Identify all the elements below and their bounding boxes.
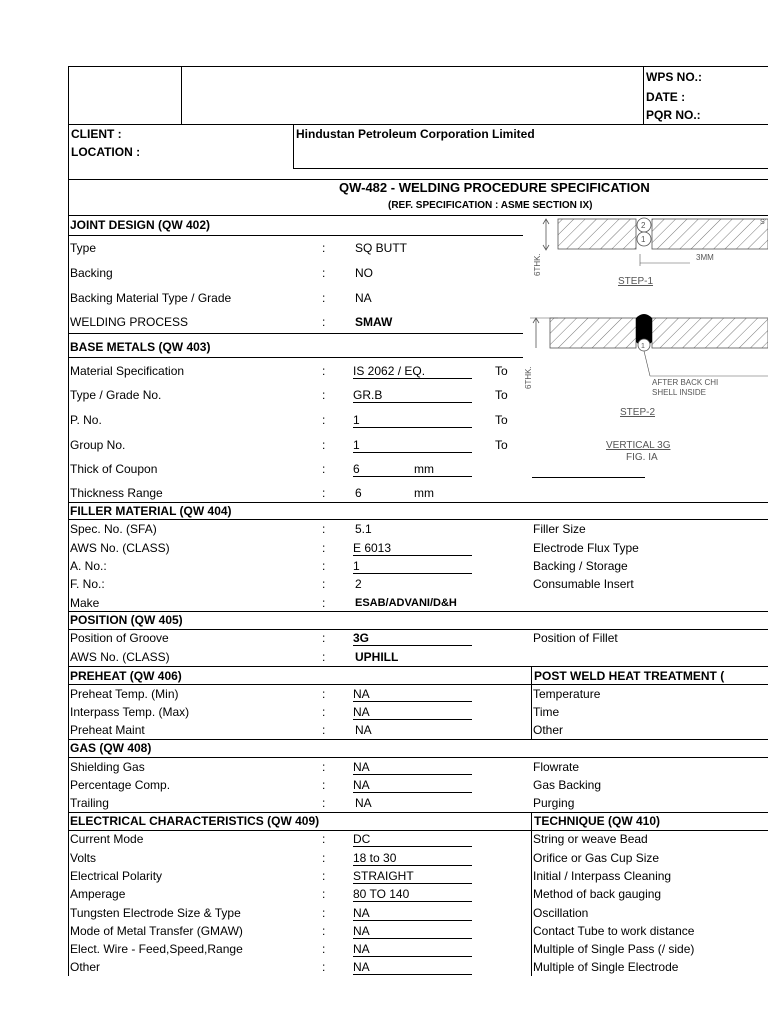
polarity-label: Electrical Polarity	[70, 869, 163, 883]
amperage-label: Amperage	[70, 887, 126, 901]
note-after-back-chip: AFTER BACK CHI	[652, 378, 719, 387]
string-weave-label: String or weave Bead	[533, 832, 648, 846]
other-value: NA	[353, 960, 472, 975]
wire-feed-value: NA	[353, 942, 472, 957]
date-label: DATE :	[646, 90, 686, 104]
technique-heading: TECHNIQUE (QW 410)	[534, 814, 661, 828]
spec-no-label: Spec. No. (SFA)	[70, 522, 157, 536]
separator: :	[322, 760, 326, 774]
separator: :	[322, 291, 326, 305]
separator: :	[322, 413, 326, 427]
pqr-no-label: PQR NO.:	[646, 108, 701, 122]
tungsten-value: NA	[353, 906, 472, 921]
progression-value: UPHILL	[355, 650, 399, 664]
position-groove-value: 3G	[353, 631, 472, 646]
purging-label: Purging	[533, 796, 575, 810]
interpass-temp-label: Interpass Temp. (Max)	[70, 705, 190, 719]
client-value: Hindustan Petroleum Corporation Limited	[296, 127, 535, 141]
orifice-label: Orifice or Gas Cup Size	[533, 851, 660, 865]
other-label: Other	[70, 960, 101, 974]
flowrate-label: Flowrate	[533, 760, 580, 774]
separator: :	[322, 462, 326, 476]
preheat-maint-value: NA	[355, 723, 372, 737]
backing-storage-label: Backing / Storage	[533, 559, 628, 573]
aws-no-label: AWS No. (CLASS)	[70, 541, 170, 555]
progression-label: AWS No. (CLASS)	[70, 650, 170, 664]
volts-value: 18 to 30	[353, 851, 472, 866]
separator: :	[322, 650, 326, 664]
separator: :	[322, 559, 326, 573]
p-no-value: 1	[353, 413, 472, 428]
metal-transfer-value: NA	[353, 924, 472, 939]
thickness-range-label: Thickness Range	[70, 486, 163, 500]
bead-1: 1	[641, 235, 646, 244]
f-no-label: F. No.:	[70, 577, 105, 591]
consumable-insert-label: Consumable Insert	[533, 577, 634, 591]
separator: :	[322, 266, 326, 280]
separator: :	[322, 541, 326, 555]
separator: :	[322, 687, 326, 701]
position-groove-label: Position of Groove	[70, 631, 169, 645]
welding-process-label: WELDING PROCESS	[70, 315, 189, 329]
to-label: To	[495, 438, 508, 452]
thickness-range-value: 6	[355, 486, 362, 500]
make-value: ESAB/ADVANI/D&H	[355, 597, 457, 609]
backing-material-label: Backing Material Type / Grade	[70, 291, 232, 305]
separator: :	[322, 438, 326, 452]
separator: :	[322, 486, 326, 500]
separator: :	[322, 315, 326, 329]
backing-label: Backing	[70, 266, 113, 280]
electrode-flux-label: Electrode Flux Type	[533, 541, 639, 555]
separator: :	[322, 942, 326, 956]
type-grade-label: Type / Grade No.	[70, 388, 162, 402]
a-no-label: A. No.:	[70, 559, 107, 573]
joint-type-label: Type	[70, 241, 97, 255]
separator: :	[322, 906, 326, 920]
gas-heading: GAS (QW 408)	[70, 741, 152, 755]
oscillation-label: Oscillation	[533, 906, 589, 920]
backing-material-value: NA	[355, 291, 372, 305]
separator: :	[322, 832, 326, 846]
vertical-3g-label: VERTICAL 3G	[606, 440, 671, 451]
separator: :	[322, 869, 326, 883]
preheat-temp-label: Preheat Temp. (Min)	[70, 687, 179, 701]
bead-2: 2	[641, 221, 646, 230]
metal-transfer-label: Mode of Metal Transfer (GMAW)	[70, 924, 243, 938]
joint-type-value: SQ BUTT	[355, 241, 408, 255]
contact-tube-label: Contact Tube to work distance	[533, 924, 695, 938]
separator: :	[322, 887, 326, 901]
separator: :	[322, 631, 326, 645]
spec-no-value: 5.1	[355, 522, 372, 536]
edge-mark: S	[760, 219, 765, 226]
joint-design-heading: JOINT DESIGN (QW 402)	[70, 218, 211, 232]
client-label: CLIENT :	[71, 127, 122, 141]
make-label: Make	[70, 596, 100, 610]
step-2-label: STEP-2	[620, 407, 656, 418]
sketch-underline	[532, 477, 645, 478]
preheat-heading: PREHEAT (QW 406)	[70, 669, 182, 683]
location-label: LOCATION :	[71, 145, 141, 159]
trailing-label: Trailing	[70, 796, 109, 810]
filler-material-heading: FILLER MATERIAL (QW 404)	[70, 504, 232, 518]
separator: :	[322, 522, 326, 536]
volts-label: Volts	[70, 851, 97, 865]
backing-value: NO	[355, 266, 373, 280]
to-label: To	[495, 413, 508, 427]
pwht-time-label: Time	[533, 705, 560, 719]
pwht-heading: POST WELD HEAT TREATMENT (	[534, 669, 725, 683]
material-spec-label: Material Specification	[70, 364, 185, 378]
separator: :	[322, 577, 326, 591]
filler-size-label: Filler Size	[533, 522, 586, 536]
gas-backing-label: Gas Backing	[533, 778, 602, 792]
base-metals-heading: BASE METALS (QW 403)	[70, 340, 211, 354]
separator: :	[322, 705, 326, 719]
tungsten-label: Tungsten Electrode Size & Type	[70, 906, 241, 920]
wps-no-label: WPS NO.:	[646, 70, 702, 84]
thick-coupon-label: Thick of Coupon	[70, 462, 158, 476]
wire-feed-label: Elect. Wire - Feed,Speed,Range	[70, 942, 243, 956]
unit-mm: mm	[414, 486, 434, 500]
separator: :	[322, 778, 326, 792]
group-no-label: Group No.	[70, 438, 126, 452]
preheat-temp-value: NA	[353, 687, 472, 702]
position-fillet-label: Position of Fillet	[533, 631, 618, 645]
joint-sketch	[522, 214, 768, 476]
separator: :	[322, 796, 326, 810]
thickness-label: 6THK.	[533, 253, 542, 276]
gap-label: 3MM	[696, 253, 714, 262]
shielding-gas-value: NA	[353, 760, 472, 775]
thick-coupon-value: 6	[353, 462, 472, 477]
position-heading: POSITION (QW 405)	[70, 613, 183, 627]
page-title: QW-482 - WELDING PROCEDURE SPECIFICATION	[339, 180, 650, 195]
separator: :	[322, 960, 326, 974]
separator: :	[322, 851, 326, 865]
separator: :	[322, 596, 326, 610]
percentage-comp-value: NA	[353, 778, 472, 793]
material-spec-value: IS 2062 / EQ.	[353, 364, 472, 379]
interpass-temp-value: NA	[353, 705, 472, 720]
separator: :	[322, 241, 326, 255]
back-gauging-label: Method of back gauging	[533, 887, 662, 901]
separator: :	[322, 388, 326, 402]
current-mode-label: Current Mode	[70, 832, 144, 846]
type-grade-value: GR.B	[353, 388, 472, 403]
f-no-value: 2	[355, 577, 362, 591]
percentage-comp-label: Percentage Comp.	[70, 778, 171, 792]
reference-spec: (REF. SPECIFICATION : ASME SECTION IX)	[388, 200, 593, 211]
single-pass-label: Multiple of Single Pass (/ side)	[533, 942, 695, 956]
p-no-label: P. No.	[70, 413, 102, 427]
welding-process-value: SMAW	[355, 315, 393, 329]
cleaning-label: Initial / Interpass Cleaning	[533, 869, 672, 883]
current-mode-value: DC	[353, 832, 472, 847]
trailing-value: NA	[355, 796, 372, 810]
separator: :	[322, 723, 326, 737]
pwht-temperature-label: Temperature	[533, 687, 601, 701]
shielding-gas-label: Shielding Gas	[70, 760, 145, 774]
a-no-value: 1	[353, 559, 472, 574]
step-1-label: STEP-1	[618, 276, 654, 287]
to-label: To	[495, 364, 508, 378]
group-no-value: 1	[353, 438, 472, 453]
preheat-maint-label: Preheat Maint	[70, 723, 145, 737]
pwht-other-label: Other	[533, 723, 564, 737]
electrical-heading: ELECTRICAL CHARACTERISTICS (QW 409)	[70, 814, 320, 828]
unit-mm: mm	[414, 462, 434, 476]
separator: :	[322, 924, 326, 938]
single-electrode-label: Multiple of Single Electrode	[533, 960, 679, 974]
amperage-value: 80 TO 140	[353, 887, 472, 902]
polarity-value: STRAIGHT	[353, 869, 472, 884]
figure-label: FIG. IA	[626, 452, 658, 463]
aws-no-value: E 6013	[353, 541, 472, 556]
bead-1: 1	[641, 343, 645, 350]
separator: :	[322, 364, 326, 378]
note-shell-inside: SHELL INSIDE	[652, 388, 706, 397]
thickness-label: 6THK.	[524, 366, 533, 389]
to-label: To	[495, 388, 508, 402]
